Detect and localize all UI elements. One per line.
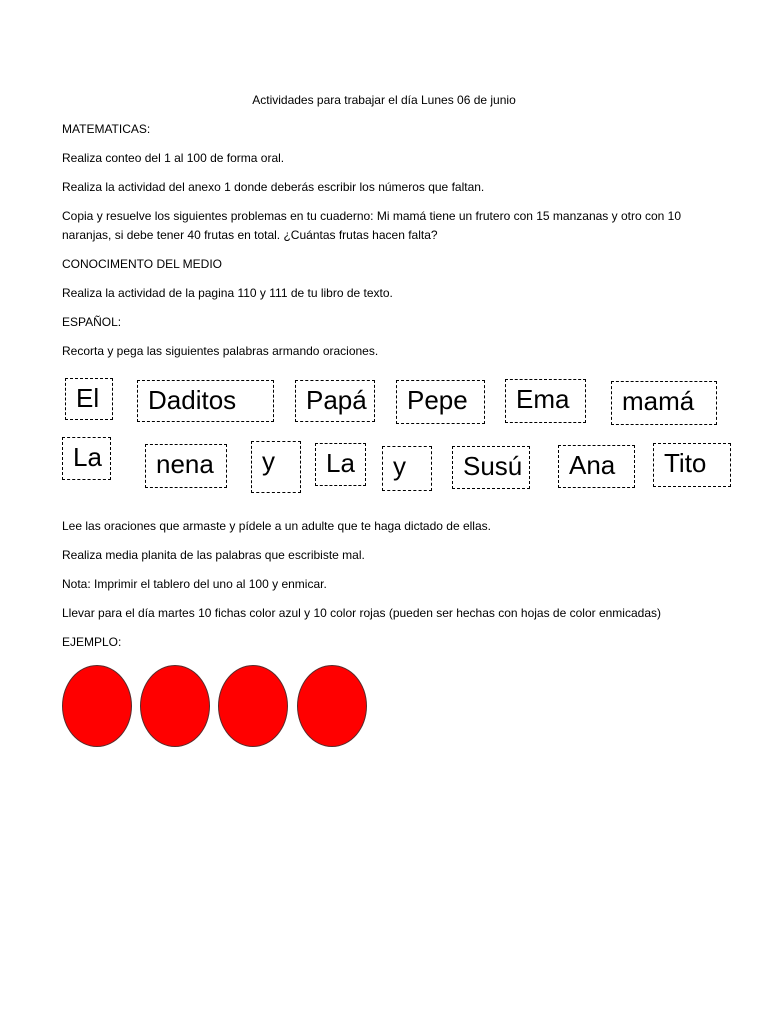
red-ficha [218,665,288,747]
after-instruction-2: Realiza media planita de las palabras que escribiste mal. [62,548,365,562]
word-card: mamá [611,381,717,425]
example-heading: EJEMPLO: [62,635,122,649]
after-instruction-1: Lee las oraciones que armaste y pídele a un adulte que te haga dictado de ellas. [62,519,491,533]
word-card: Papá [295,380,375,422]
math-heading: MATEMATICAS: [62,122,151,136]
red-ficha [297,665,367,747]
after-note: Nota: Imprimir el tablero del uno al 100 y enmicar. [62,577,327,591]
word-card: y [382,446,432,491]
math-problem: Copia y resuelve los siguientes problemas en tu cuaderno: Mi mamá tiene un frutero con 15 manzanas y otro con 10 naranjas, si debe tener 40 frutas en total. ¿Cuántas frutas hacen falta? [62,209,682,242]
medio-instruction: Realiza la actividad de la pagina 110 y 111 de tu libro de texto. [62,286,393,300]
math-instruction-2: Realiza la actividad del anexo 1 donde deberás escribir los números que faltan. [62,180,485,194]
medio-heading: CONOCIMENTO DEL MEDIO [62,257,223,271]
word-card: nena [145,444,227,488]
word-card: Tito [653,443,731,487]
word-card: y [251,441,301,493]
red-ficha [140,665,210,747]
word-card: La [315,443,366,486]
word-card: La [62,437,111,480]
word-card: Daditos [137,380,274,422]
word-card: Ana [558,445,635,488]
math-instruction-1: Realiza conteo del 1 al 100 de forma oral. [62,151,285,165]
red-ficha [62,665,132,747]
word-card: Susú [452,446,530,489]
espanol-heading: ESPAÑOL: [62,315,122,329]
word-card: Pepe [396,380,485,424]
espanol-instruction: Recorta y pega las siguientes palabras armando oraciones. [62,344,379,358]
after-instruction-4: Llevar para el día martes 10 fichas color azul y 10 color rojas (pueden ser hechas con hojas de color enmicadas) [62,606,661,620]
word-card: El [65,378,113,420]
word-card: Ema [505,379,586,423]
document-title: Actividades para trabajar el día Lunes 06 de junio [252,93,516,107]
